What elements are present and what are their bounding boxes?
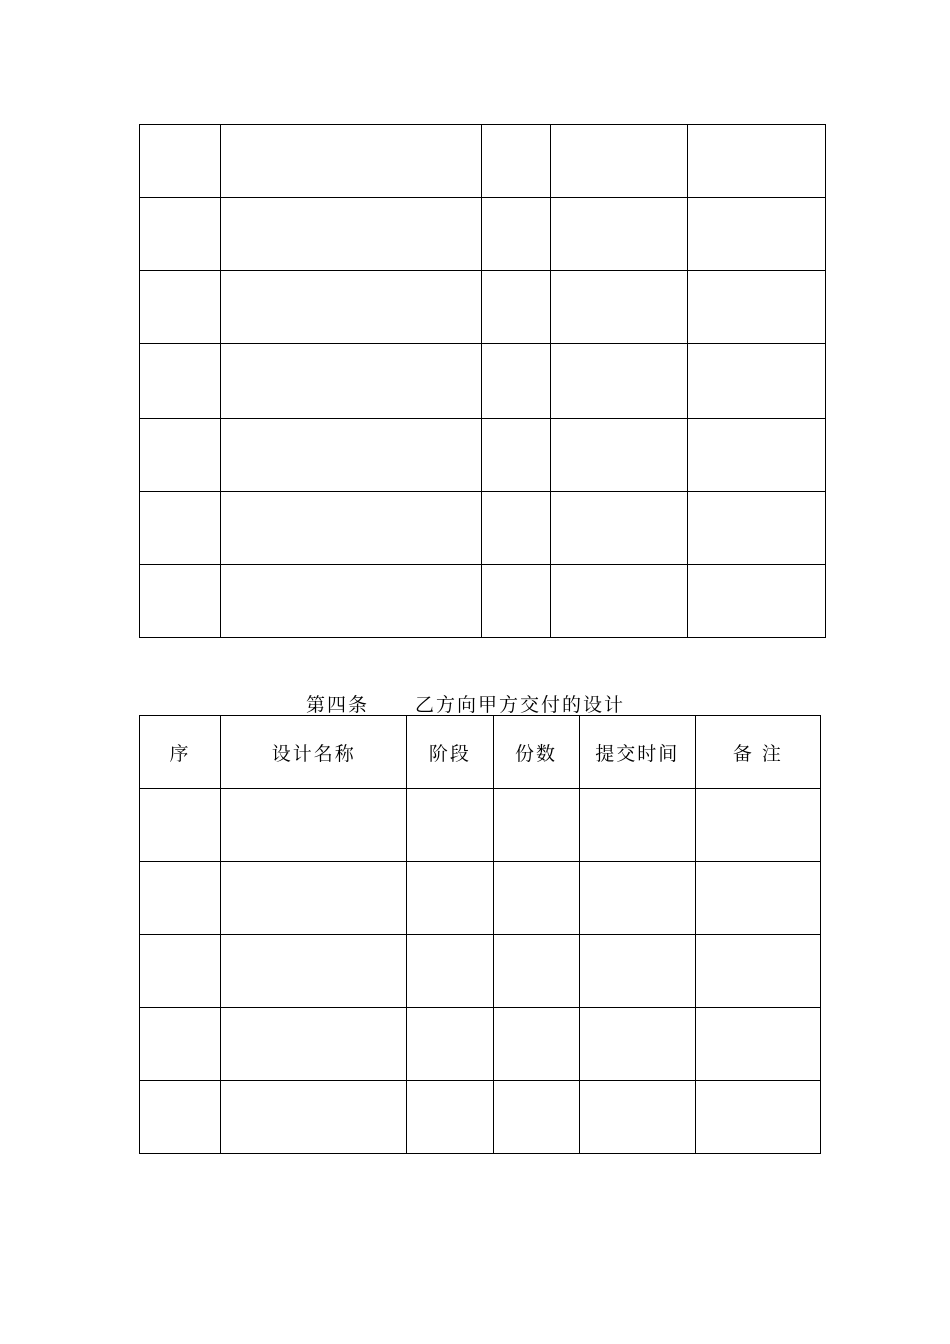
table-cell [221,565,482,638]
table-cell [221,789,407,862]
table-row [140,1081,821,1154]
table-row [140,935,821,1008]
table-row [140,1008,821,1081]
table-cell [695,1081,820,1154]
table-cell [493,862,579,935]
table-cell [221,344,482,419]
table-cell [221,271,482,344]
table-cell [407,1081,493,1154]
table-cell [688,271,826,344]
table-row [140,492,826,565]
table-cell [493,935,579,1008]
table-row [140,344,826,419]
table-row [140,419,826,492]
table-cell [688,198,826,271]
table-cell [551,271,688,344]
upper-table [139,124,826,638]
table-cell [221,198,482,271]
table-cell [221,492,482,565]
table-cell [493,1081,579,1154]
table-row [140,789,821,862]
table-cell [482,492,551,565]
column-header-design-name: 设计名称 [221,716,407,789]
table-cell [688,344,826,419]
table-row [140,271,826,344]
table-cell [551,419,688,492]
table-cell [579,862,695,935]
table-cell [221,935,407,1008]
table-cell [579,1008,695,1081]
table-cell [407,935,493,1008]
table-cell [140,565,221,638]
table-row [140,125,826,198]
table-cell [221,419,482,492]
table-cell [140,344,221,419]
table-cell [482,125,551,198]
table-cell [482,419,551,492]
table-cell [221,125,482,198]
section-title-text: 乙方向甲方交付的设计 [415,694,626,716]
table-cell [140,935,221,1008]
table-cell [688,492,826,565]
table-cell [493,1008,579,1081]
column-header-submit-time: 提交时间 [579,716,695,789]
table-cell [579,789,695,862]
table-cell [579,935,695,1008]
table-cell [695,935,820,1008]
table-cell [221,862,407,935]
column-header-copies: 份数 [493,716,579,789]
table-cell [407,1008,493,1081]
table-cell [221,1081,407,1154]
table-cell [688,125,826,198]
table-row [140,198,826,271]
table-cell [551,492,688,565]
table-cell [140,198,221,271]
table-cell [695,789,820,862]
table-cell [551,344,688,419]
table-cell [407,862,493,935]
table-cell [140,271,221,344]
table-cell [493,789,579,862]
table-cell [221,1008,407,1081]
table-row [140,862,821,935]
table-cell [482,271,551,344]
table-cell [140,862,221,935]
table-cell [482,344,551,419]
table-cell [140,419,221,492]
table-header-row [140,716,821,789]
table-cell [551,565,688,638]
section-heading [306,690,625,717]
table-cell [140,1008,221,1081]
table-cell [579,1081,695,1154]
table-cell [695,1008,820,1081]
table-cell [482,565,551,638]
table-cell [407,789,493,862]
table-cell [140,789,221,862]
table-cell [140,1081,221,1154]
table-cell [688,419,826,492]
table-cell [140,492,221,565]
table-cell [551,125,688,198]
table-cell [688,565,826,638]
deliverables-table [139,715,821,1154]
column-header-remarks: 备 注 [695,716,820,789]
table-row [140,565,826,638]
table-cell [695,862,820,935]
table-cell [482,198,551,271]
article-number: 第四条 [306,694,370,716]
table-cell [551,198,688,271]
column-header-seq: 序 [140,716,221,789]
table-cell [140,125,221,198]
column-header-stage: 阶段 [407,716,493,789]
